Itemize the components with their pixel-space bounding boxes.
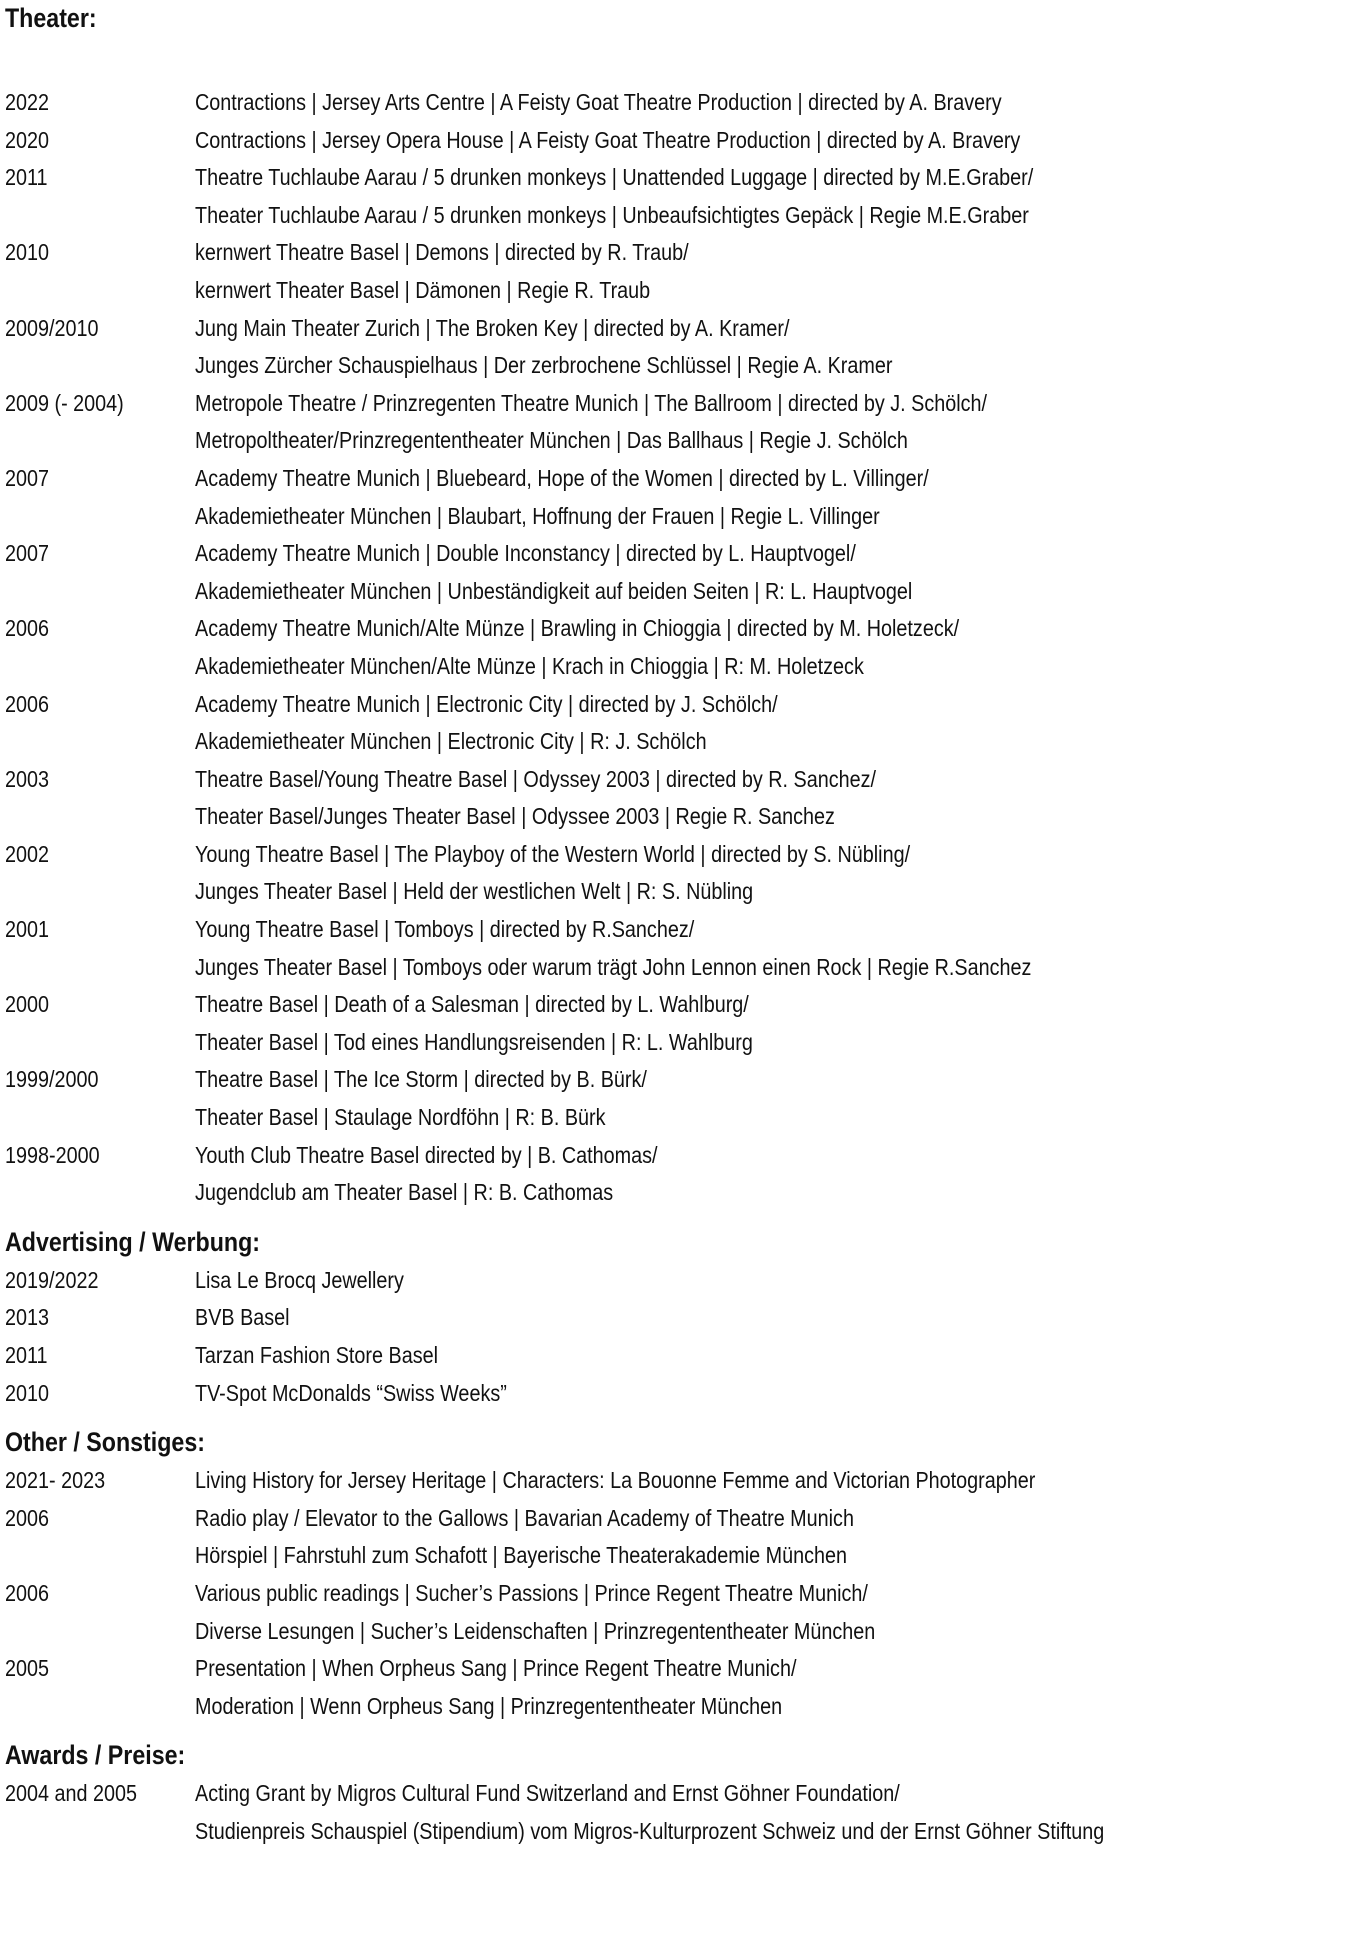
entry-year: 1998-2000	[5, 1141, 100, 1168]
entry-description	[195, 610, 1355, 685]
entry-description	[195, 761, 1355, 836]
entry-description	[195, 686, 1355, 761]
theater-entry	[5, 385, 1355, 460]
advertising-heading: Advertising / Werbung:	[5, 1226, 261, 1257]
entry-line: Academy Theatre Munich/Alte Münze | Brawling in Chioggia | directed by M. Holetzeck/	[195, 615, 960, 642]
entry-description	[195, 1299, 1355, 1337]
entry-description	[195, 535, 1355, 610]
entry-description	[195, 84, 1355, 122]
other-list	[5, 1462, 1355, 1725]
entry-line: Young Theatre Basel | Tomboys | directed by R.Sanchez/	[195, 916, 695, 943]
entry-description	[195, 836, 1355, 911]
entry-year: 2013	[5, 1304, 50, 1331]
entry-year: 2022	[5, 89, 50, 115]
entry-line: Academy Theatre Munich | Electronic City | directed by J. Schölch/	[195, 690, 778, 717]
other-entry	[5, 1500, 1355, 1575]
entry-line: Tarzan Fashion Store Basel	[195, 1342, 438, 1368]
entry-line: Various public readings | Sucher’s Passions | Prince Regent Theatre Munich/	[195, 1579, 868, 1606]
entry-line: Akademietheater München | Blaubart, Hoffnung der Frauen | Regie L. Villinger	[195, 502, 880, 529]
entry-line: Metropole Theatre / Prinzregenten Theatre Munich | The Ballroom | directed by J. Schölch/	[195, 389, 987, 416]
theater-entry	[5, 460, 1355, 535]
entry-line: TV-Spot McDonalds “Swiss Weeks”	[195, 1379, 507, 1406]
entry-line: Junges Theater Basel | Held der westlichen Welt | R: S. Nübling	[195, 878, 754, 905]
entry-description	[195, 1775, 1355, 1850]
theater-section	[5, 2, 1355, 1212]
theater-entry	[5, 159, 1355, 234]
entry-line: Jugendclub am Theater Basel | R: B. Cathomas	[195, 1179, 614, 1206]
other-entry	[5, 1462, 1355, 1500]
entry-year: 2011	[5, 1342, 48, 1368]
theater-entry	[5, 836, 1355, 911]
other-heading: Other / Sonstiges:	[5, 1427, 205, 1458]
entry-line: Theater Tuchlaube Aarau / 5 drunken monkeys | Unbeaufsichtigtes Gepäck | Regie M.E.Graber	[195, 201, 1029, 228]
entry-description	[195, 234, 1355, 309]
entry-line: Acting Grant by Migros Cultural Fund Switzerland and Ernst Göhner Foundation/	[195, 1780, 900, 1807]
theater-entry	[5, 911, 1355, 986]
entry-year: 2003	[5, 765, 50, 792]
theater-entry	[5, 761, 1355, 836]
theater-entry	[5, 84, 1355, 122]
entry-line: Theater Basel/Junges Theater Basel | Odyssee 2003 | Regie R. Sanchez	[195, 803, 835, 830]
entry-description	[195, 460, 1355, 535]
entry-description	[195, 1137, 1355, 1212]
entry-line: kernwert Theater Basel | Dämonen | Regie R. Traub	[195, 276, 651, 303]
entry-description	[195, 122, 1355, 160]
entry-description	[195, 310, 1355, 385]
entry-line: Studienpreis Schauspiel (Stipendium) vom Migros-Kulturprozent Schweiz und der Ernst Göhner Stiftung	[195, 1817, 1105, 1844]
entry-year: 2020	[5, 126, 50, 153]
entry-line: Moderation | Wenn Orpheus Sang | Prinzregententheater München	[195, 1692, 783, 1719]
theater-list	[5, 84, 1355, 1212]
entry-description	[195, 911, 1355, 986]
entry-line: Theater Basel | Tod eines Handlungsreisenden | R: L. Wahlburg	[195, 1028, 753, 1055]
entry-year: 2007	[5, 540, 50, 567]
advertising-entry	[5, 1337, 1355, 1375]
advertising-entry	[5, 1262, 1355, 1300]
other-section	[5, 1426, 1355, 1725]
entry-line: Akademietheater München | Electronic City | R: J. Schölch	[195, 728, 707, 755]
entry-description	[195, 1575, 1355, 1650]
theater-entry	[5, 686, 1355, 761]
entry-year: 2021- 2023	[5, 1467, 106, 1494]
theater-heading: Theater:	[5, 3, 97, 33]
entry-line: Academy Theatre Munich | Double Inconstancy | directed by L. Hauptvogel/	[195, 540, 856, 567]
entry-line: Contractions | Jersey Opera House | A Feisty Goat Theatre Production | directed by A. Bravery	[195, 126, 1021, 153]
theater-entry	[5, 535, 1355, 610]
theater-entry	[5, 310, 1355, 385]
entry-line: Akademietheater München/Alte Münze | Krach in Chioggia | R: M. Holetzeck	[195, 652, 864, 679]
entry-line: Theatre Basel | The Ice Storm | directed by B. Bürk/	[195, 1066, 647, 1093]
entry-year: 2006	[5, 690, 50, 717]
entry-line: Lisa Le Brocq Jewellery	[195, 1266, 404, 1293]
entry-year: 2010	[5, 1379, 50, 1406]
entry-line: Theatre Basel | Death of a Salesman | directed by L. Wahlburg/	[195, 991, 749, 1018]
entry-description	[195, 1650, 1355, 1725]
theater-entry	[5, 1061, 1355, 1136]
other-entry	[5, 1650, 1355, 1725]
entry-year: 2009/2010	[5, 314, 99, 341]
entry-line: Hörspiel | Fahrstuhl zum Schafott | Bayerische Theaterakademie München	[195, 1542, 847, 1569]
entry-year: 2001	[5, 916, 50, 943]
entry-line: Theatre Basel/Young Theatre Basel | Odyssey 2003 | directed by R. Sanchez/	[195, 765, 877, 792]
entry-line: Metropoltheater/Prinzregententheater München | Das Ballhaus | Regie J. Schölch	[195, 427, 908, 454]
entry-description	[195, 1262, 1355, 1300]
awards-list	[5, 1775, 1355, 1850]
entry-line: Youth Club Theatre Basel directed by | B. Cathomas/	[195, 1141, 658, 1168]
entry-line: Theatre Tuchlaube Aarau / 5 drunken monkeys | Unattended Luggage | directed by M.E.Graber/	[195, 164, 1034, 191]
advertising-list	[5, 1262, 1355, 1412]
theater-entry	[5, 610, 1355, 685]
entry-line: Young Theatre Basel | The Playboy of the Western World | directed by S. Nübling/	[195, 840, 911, 867]
entry-year: 2002	[5, 840, 50, 867]
entry-line: Living History for Jersey Heritage | Characters: La Bouonne Femme and Victorian Photographer	[195, 1467, 1036, 1494]
entry-year: 2010	[5, 239, 50, 266]
entry-year: 2000	[5, 991, 50, 1018]
entry-year: 2004 and 2005	[5, 1780, 138, 1807]
awards-section	[5, 1739, 1355, 1850]
entry-line: BVB Basel	[195, 1304, 290, 1331]
entry-description	[195, 1061, 1355, 1136]
entry-line: Junges Zürcher Schauspielhaus | Der zerbrochene Schlüssel | Regie A. Kramer	[195, 352, 893, 379]
entry-line: Diverse Lesungen | Sucher’s Leidenschaften | Prinzregententheater München	[195, 1617, 876, 1644]
entry-line: Akademietheater München | Unbeständigkeit auf beiden Seiten | R: L. Hauptvogel	[195, 577, 913, 604]
entry-year: 1999/2000	[5, 1066, 99, 1093]
entry-year: 2009 (- 2004)	[5, 389, 124, 416]
theater-entry	[5, 234, 1355, 309]
entry-description	[195, 1500, 1355, 1575]
entry-year: 2019/2022	[5, 1266, 99, 1293]
advertising-section	[5, 1226, 1355, 1412]
theater-entry	[5, 986, 1355, 1061]
entry-line: Jung Main Theater Zurich | The Broken Key | directed by A. Kramer/	[195, 314, 790, 341]
awards-heading: Awards / Preise:	[5, 1740, 186, 1771]
entry-description	[195, 159, 1355, 234]
entry-year: 2006	[5, 1504, 50, 1531]
entry-year: 2006	[5, 1579, 50, 1606]
entry-description	[195, 986, 1355, 1061]
entry-line: Junges Theater Basel | Tomboys oder warum trägt John Lennon einen Rock | Regie R.Sanchez	[195, 953, 1032, 980]
other-entry	[5, 1575, 1355, 1650]
awards-entry	[5, 1775, 1355, 1850]
entry-line: Presentation | When Orpheus Sang | Prince Regent Theatre Munich/	[195, 1655, 797, 1682]
theater-entry	[5, 1137, 1355, 1212]
theater-entry	[5, 122, 1355, 160]
entry-line: Academy Theatre Munich | Bluebeard, Hope of the Women | directed by L. Villinger/	[195, 464, 929, 491]
entry-year: 2006	[5, 615, 50, 642]
entry-description	[195, 385, 1355, 460]
entry-line: Contractions | Jersey Arts Centre | A Feisty Goat Theatre Production | directed by A. Bravery	[195, 89, 1002, 115]
entry-description	[195, 1337, 1355, 1375]
advertising-entry	[5, 1375, 1355, 1413]
entry-line: Theater Basel | Staulage Nordföhn | R: B. Bürk	[195, 1104, 606, 1131]
entry-year: 2005	[5, 1655, 50, 1682]
entry-line: kernwert Theatre Basel | Demons | directed by R. Traub/	[195, 239, 689, 266]
advertising-entry	[5, 1299, 1355, 1337]
entry-description	[195, 1375, 1355, 1413]
cv-page	[5, 0, 1355, 1851]
entry-line: Radio play / Elevator to the Gallows | Bavarian Academy of Theatre Munich	[195, 1504, 854, 1531]
entry-year: 2007	[5, 464, 50, 491]
entry-description	[195, 1462, 1355, 1500]
entry-year: 2011	[5, 164, 48, 191]
